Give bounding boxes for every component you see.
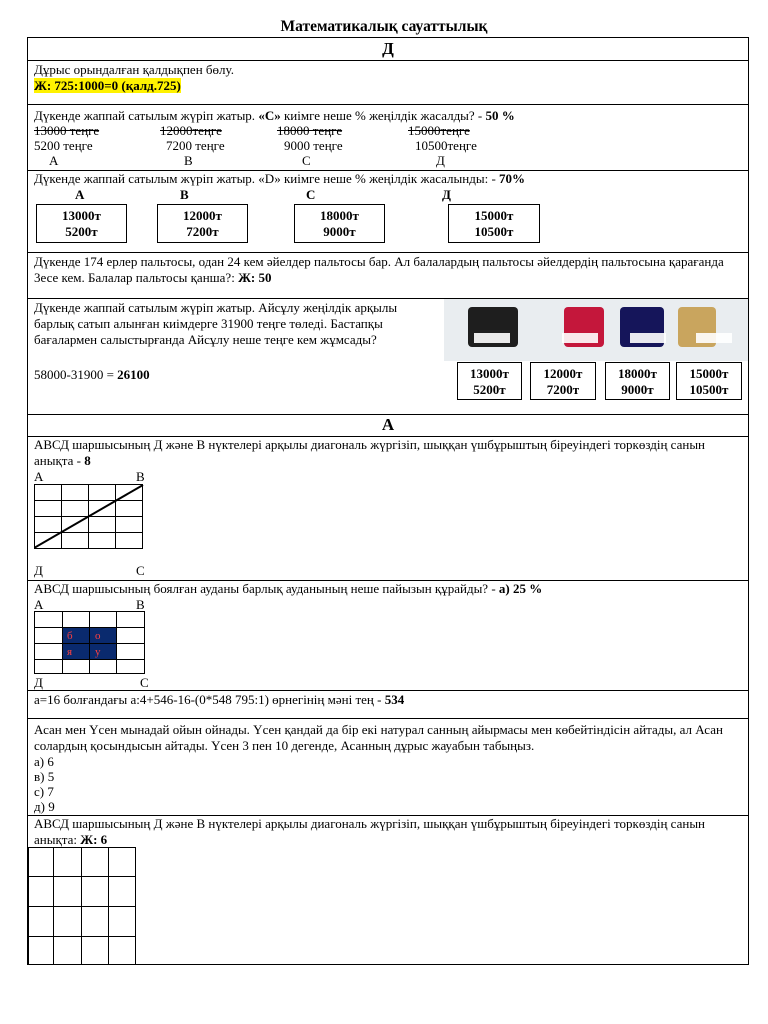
- section-a-header: А: [381, 415, 395, 434]
- q3-box-c-old: 18000т: [320, 208, 359, 223]
- q3-letter-d: Д: [442, 187, 451, 202]
- q6-square-grid: [34, 484, 144, 550]
- q9-text: Асан мен Үсен мынадай ойын ойнады. Үсен қандай да бір екі натурал санның айырмасы мен көбейтіндісін айтады, ал Асан солардың қосындысын айтады. Үсен 3 пен 10 дегенде, Асанның дұрыс жауабын табыңыз.: [34, 722, 723, 753]
- q4-text: [34, 254, 742, 286]
- q3-box-d-old: 15000т: [474, 208, 514, 223]
- painted-letter-4: у: [95, 646, 101, 658]
- painted-letter-1: б: [67, 630, 73, 642]
- q7-corner-b: В: [136, 597, 145, 612]
- page-title: Математикалық сауаттылық: [280, 18, 488, 35]
- q10-text: [34, 816, 742, 848]
- q3-question-text: Дүкенде жаппай сатылым жүріп жатыр. «D» киімге неше % жеңілдік жасалынды: -: [34, 171, 500, 186]
- q3-price-box-a: [36, 204, 127, 243]
- q10-answer: Ж: 6: [80, 832, 108, 847]
- q5-price-box-b: [530, 362, 596, 400]
- q7-text: [34, 581, 542, 597]
- q9-option-d: д) 9: [34, 799, 55, 814]
- q2-new-price-d: 10500теңге: [415, 138, 477, 153]
- q3-box-d-new: 10500т: [474, 224, 514, 239]
- q7-corner-c: С: [140, 675, 149, 690]
- q7-corner-d: Д: [34, 675, 43, 690]
- q2-letter-d: Д: [436, 153, 445, 168]
- q1-text: Дұрыс орындалған қалдықпен бөлу.: [34, 62, 234, 77]
- q7-question: АВСД шаршысының боялған ауданы барлық ауданының неше пайызын құрайды? -: [34, 581, 499, 596]
- row-divider: [27, 104, 749, 105]
- q3-box-c-new: 9000т: [323, 224, 356, 239]
- q3-price-box-c: [294, 204, 385, 243]
- q3-question: [34, 171, 525, 187]
- q3-answer: 70%: [499, 171, 526, 186]
- price-tag-image: [474, 333, 510, 343]
- q5-calc-expr: 58000-31900 =: [34, 367, 118, 382]
- row-divider: [27, 718, 749, 719]
- row-divider: [27, 60, 749, 61]
- q5-calc: [34, 367, 150, 383]
- q5-box-c-old: 18000т: [618, 366, 657, 381]
- q5-price-box-d: [676, 362, 742, 400]
- q7-square-grid: [34, 611, 146, 675]
- q2-old-price-a: 13000 теңге: [34, 123, 100, 138]
- q5-box-d-new: 10500т: [689, 382, 729, 397]
- q2-letter-b: В: [184, 153, 193, 168]
- q3-box-a-new: 5200т: [65, 224, 98, 239]
- q5-box-b-old: 12000т: [543, 366, 583, 381]
- price-tag-image: [562, 333, 598, 343]
- q2-old-price-b: 12000теңге: [160, 123, 222, 138]
- q2-new-price-c: 9000 теңге: [284, 138, 343, 153]
- q2-letter-c: С: [302, 153, 311, 168]
- painted-letter-3: я: [67, 646, 73, 658]
- q3-price-box-b: [157, 204, 248, 243]
- q5-price-box-a: [457, 362, 522, 400]
- q7-corner-a: А: [34, 597, 44, 612]
- q5-box-a-old: 13000т: [470, 366, 509, 381]
- q3-letter-c: С: [306, 187, 316, 202]
- q2-new-price-a: 5200 теңге: [34, 138, 93, 153]
- row-divider: [27, 252, 749, 253]
- q2-question: [34, 108, 515, 124]
- q10-square-grid: [28, 847, 138, 965]
- q8-text: [34, 692, 404, 708]
- q6-answer: 8: [84, 453, 91, 468]
- painted-letter-2: о: [95, 630, 101, 642]
- q5-box-a-new: 5200т: [473, 382, 506, 397]
- q4-question: Дүкенде 174 ерлер пальтосы, одан 24 кем әйелдер пальтосы бар. Ал балалардың пальтосы әйелдердің пальтосына қарағанда 3есе кем. Балалар пальтосы қанша?:: [34, 254, 724, 285]
- q3-letter-b: В: [180, 187, 189, 202]
- q3-box-b-old: 12000т: [183, 208, 222, 223]
- q4-answer: Ж: 50: [238, 270, 272, 285]
- q2-answer: 50 %: [485, 108, 515, 123]
- q6-question: АВСД шаршысының Д және В нүктелері арқылы диагональ жүргізіп, шыққан үшбұрыштың біреуіндегі торкөздің санын анықта -: [34, 437, 706, 468]
- q8-answer: 534: [384, 692, 405, 707]
- price-tag-image: [696, 333, 732, 343]
- q2-question-label: «С»: [258, 108, 281, 123]
- q3-letter-a: А: [75, 187, 85, 202]
- q5-text: Дүкенде жаппай сатылым жүріп жатыр. Айсұлу жеңілдік арқылы барлық сатып алынған киімдерге 31900 теңге төледі. Бастапқы бағалармен салыстырғанда Айсұлу неше теңге кем жұмсады?: [34, 300, 398, 347]
- q6-corner-d: Д: [34, 563, 43, 578]
- q6-corner-a: А: [34, 469, 44, 484]
- q6-text: [34, 437, 742, 469]
- section-d-header: Д: [382, 39, 394, 58]
- q5-box-c-new: 9000т: [621, 382, 654, 397]
- q2-new-price-b: 7200 теңге: [166, 138, 225, 153]
- q5-box-d-old: 15000т: [689, 366, 729, 381]
- q5-answer: 26100: [117, 367, 150, 382]
- q2-question-start: Дүкенде жаппай сатылым жүріп жатыр.: [34, 108, 259, 123]
- q2-question-rest: киімге неше % жеңілдік жасалды? -: [280, 108, 486, 123]
- q10-question: АВСД шаршысының Д және В нүктелері арқылы диагональ жүргізіп, шыққан үшбұрыштың біреуіндегі торкөздің санын анықта:: [34, 816, 706, 847]
- q2-letter-a: А: [49, 153, 59, 168]
- q9-option-a: а) 6: [34, 754, 54, 769]
- q2-old-price-d: 15000теңге: [408, 123, 470, 138]
- q1-answer: [34, 78, 181, 94]
- q8-question: а=16 болғандағы а:4+546-16-(0*548 795:1) өрнегінің мәні тең -: [34, 692, 385, 707]
- row-divider: [27, 690, 749, 691]
- q9-option-c: с) 7: [34, 784, 54, 799]
- q5-price-box-c: [605, 362, 670, 400]
- price-tag-image: [630, 333, 666, 343]
- q3-box-b-new: 7200т: [186, 224, 219, 239]
- q3-price-box-d: [448, 204, 540, 243]
- q1-answer-highlight: Ж: 725:1000=0 (қалд.725): [34, 78, 181, 93]
- q9-option-b: в) 5: [34, 769, 55, 784]
- q3-box-a-old: 13000т: [62, 208, 101, 223]
- q5-box-b-new: 7200т: [546, 382, 580, 397]
- q7-answer: а) 25 %: [498, 581, 543, 596]
- q6-corner-c: С: [136, 563, 145, 578]
- q6-corner-b: В: [136, 469, 145, 484]
- q2-old-price-c: 18000 теңге: [277, 123, 343, 138]
- clothing-photo: [444, 299, 748, 361]
